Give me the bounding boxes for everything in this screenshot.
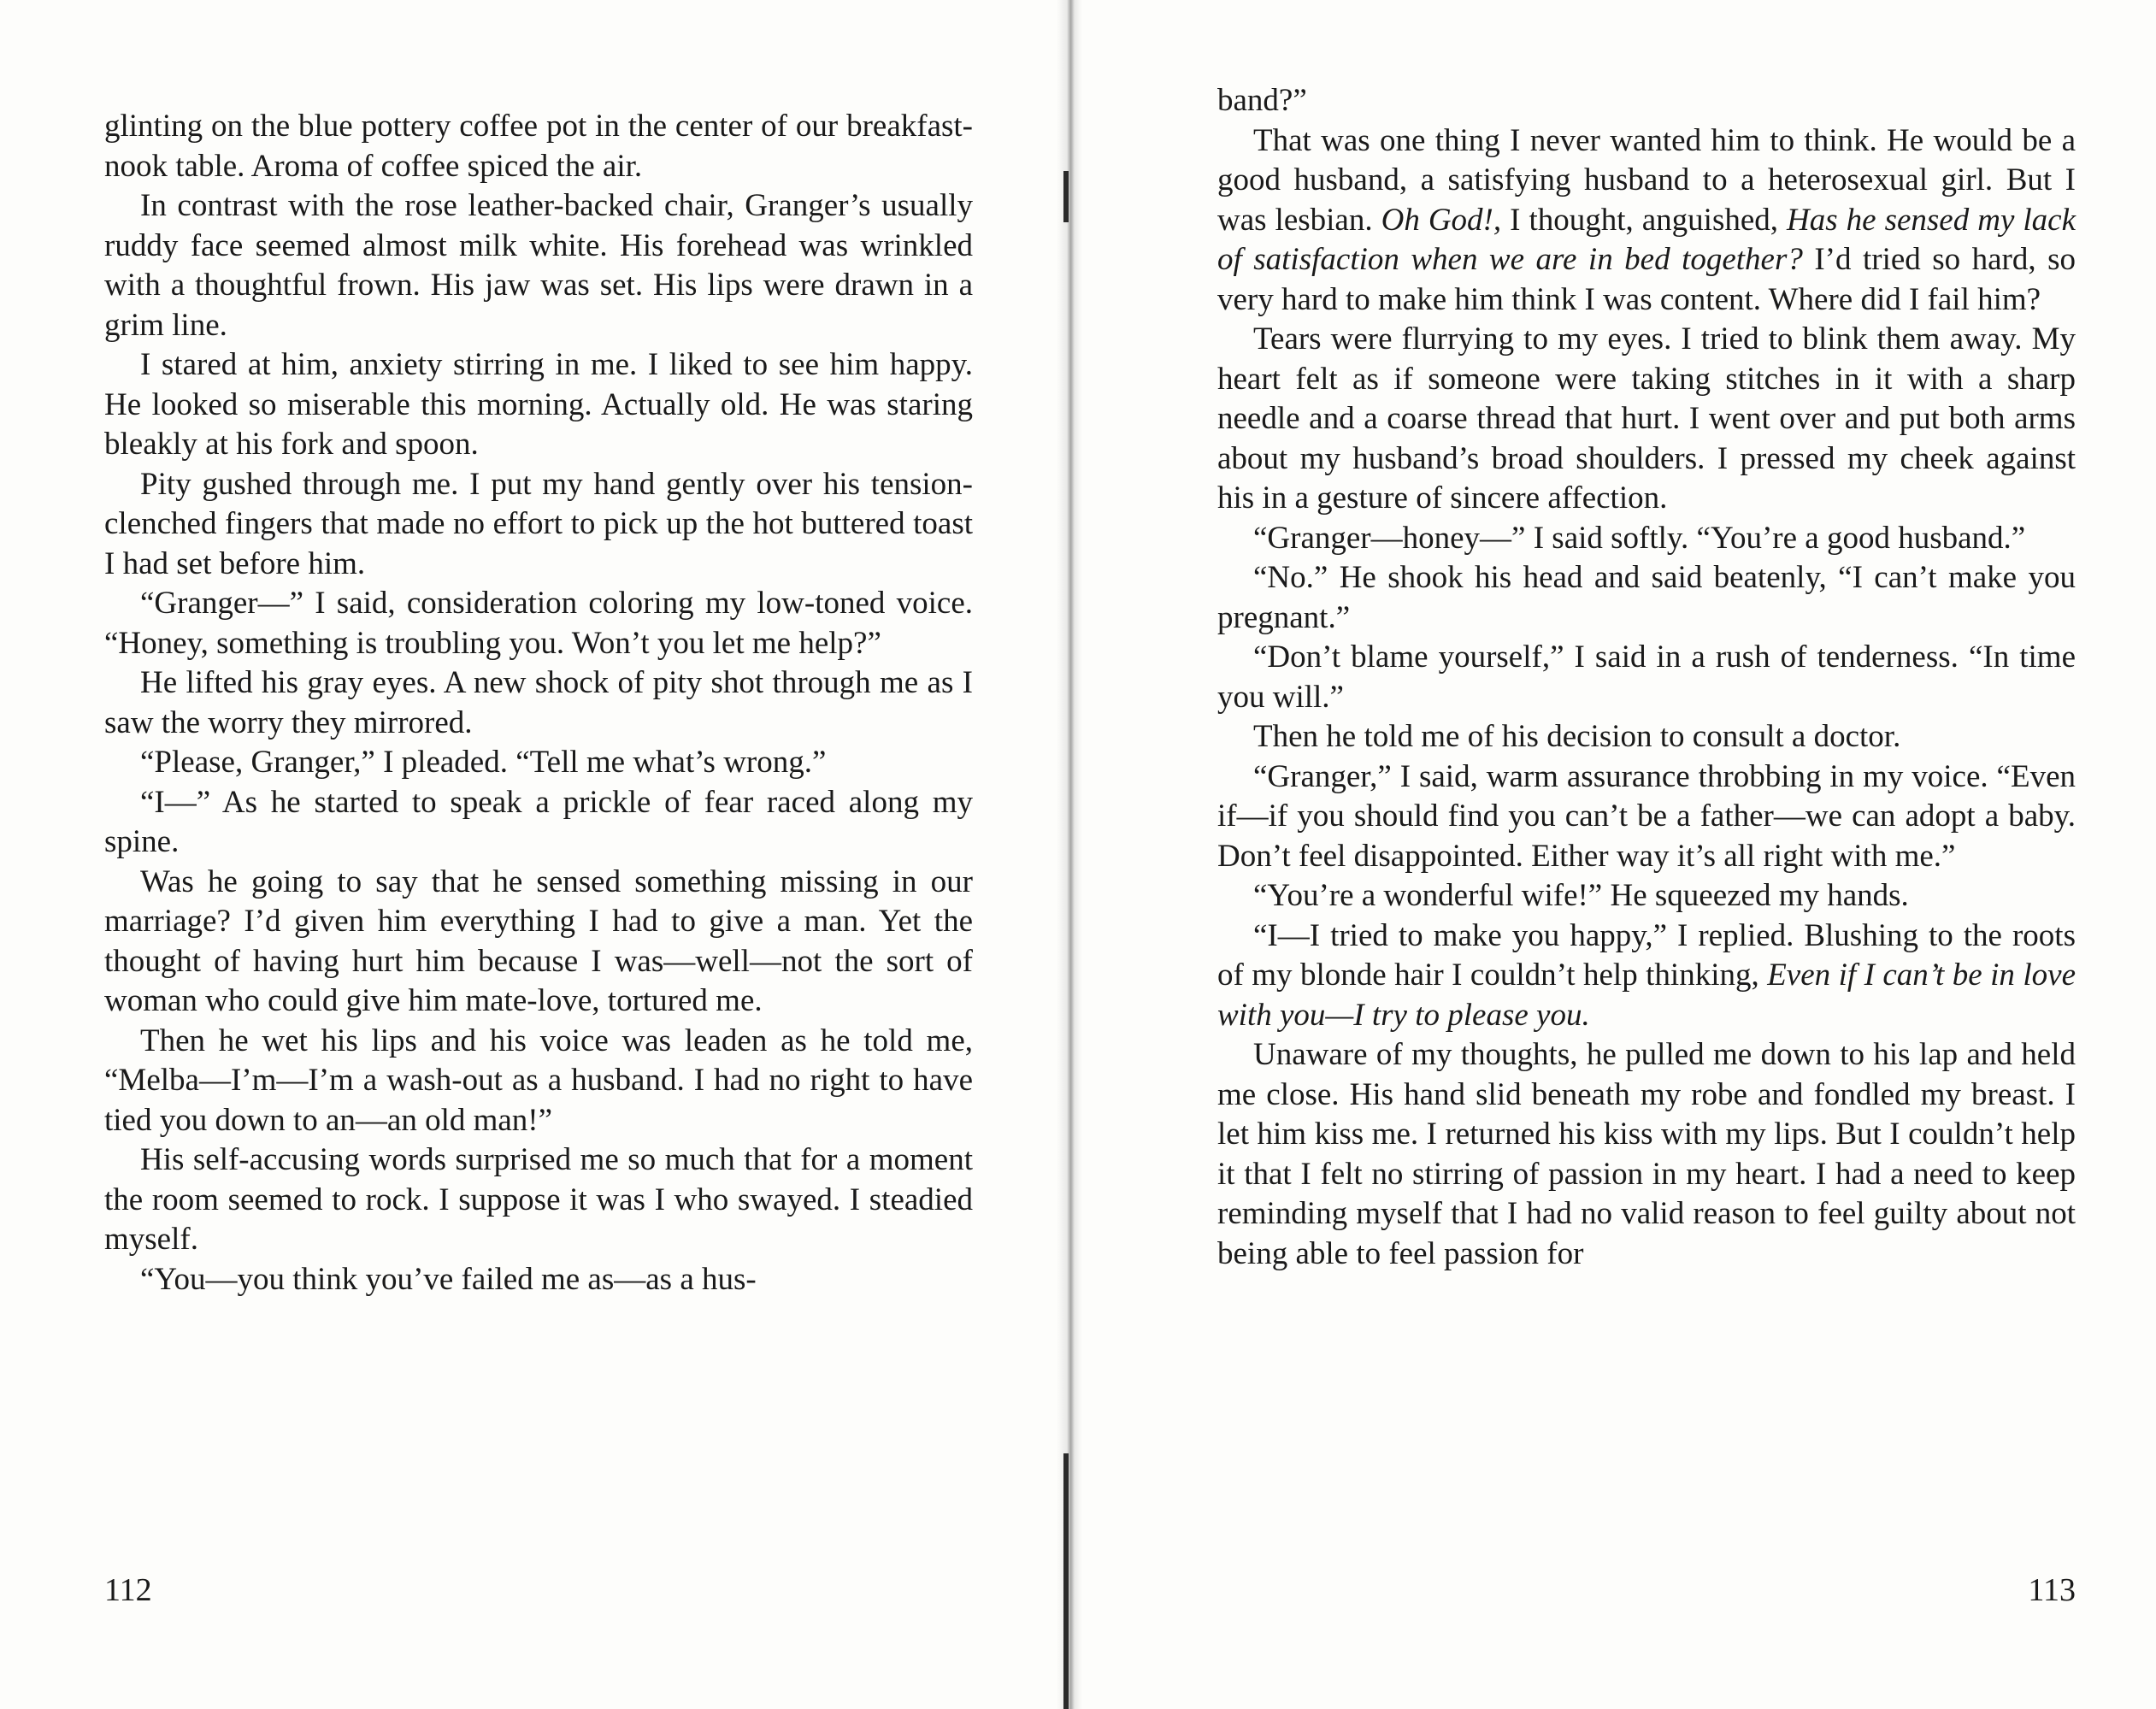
italic-text: Even if I can’t be in love with you—I try to please you. bbox=[1217, 958, 2076, 1033]
paragraph: “Granger,” I said, warm assurance throbbing in my voice. “Even if—if you should find you can’t be a father—we can adopt a baby. Don’t feel disappointed. Either way it’s all right with me.” bbox=[1217, 758, 2076, 874]
paragraph: “Don’t blame yourself,” I said in a rush of tenderness. “In time you will.” bbox=[1217, 639, 2076, 715]
right-page bbox=[1082, 0, 2156, 1709]
paragraph: Pity gushed through me. I put my hand gently over his tension-clenched fingers that made no effort to pick up the hot buttered toast I had set before him. bbox=[104, 466, 973, 581]
paragraph: Then he told me of his decision to consult a doctor. bbox=[1253, 719, 1901, 754]
left-page bbox=[0, 0, 1057, 1709]
paragraph: “Please, Granger,” I pleaded. “Tell me what’s wrong.” bbox=[140, 745, 827, 780]
paragraph: Was he going to say that he sensed something missing in our marriage? I’d given him everything I had to give a man. Yet the thought of having hurt him because I was—well—not the sort of woman who could give him mate-love, tortured me. bbox=[104, 863, 973, 1018]
paragraph: Tears were flurrying to my eyes. I tried to blink them away. My heart felt as if someone were taking stitches in it with a sharp needle and a coarse thread that hurt. I went over and put both arms about my husband’s broad shoulders. I pressed my cheek against his in a gesture of sincere affection. bbox=[1217, 321, 2076, 516]
left-page-body bbox=[104, 107, 973, 1299]
paragraph: He lifted his gray eyes. A new shock of pity shot through me as I saw the worry they mirrored. bbox=[104, 665, 973, 740]
paragraph: band?” bbox=[1217, 83, 1307, 118]
page-number-left: 112 bbox=[104, 1572, 152, 1608]
paragraph: Then he wet his lips and his voice was leaden as he told me, “Melba—I’m—I’m a wash-out as a husband. I had no right to have tied you down to an—an old man!” bbox=[104, 1022, 973, 1138]
paragraph: “You’re a wonderful wife!” He squeezed my hands. bbox=[1253, 878, 1909, 913]
gutter-shadow-mark bbox=[1063, 171, 1069, 222]
paragraph: Unaware of my thoughts, he pulled me down to his lap and held me close. His hand slid beneath my robe and fondled my breast. I let him kiss me. I returned his kiss with my lips. But I couldn’t help it that I felt no stirring of passion in my heart. I had a need to keep reminding myself that I had no valid reason to feel guilty about not being able to feel passion for bbox=[1217, 1037, 2076, 1271]
text-run: “I—I tried to make you happy,” I replied. Blushing to the roots of my blonde hair I couldn’t help thinking, bbox=[1217, 917, 2076, 993]
paragraph bbox=[1217, 916, 2076, 1036]
italic-text: Has he sensed my lack of satisfaction when we are in bed together? bbox=[1217, 202, 2076, 277]
page-number-right: 113 bbox=[2028, 1572, 2076, 1608]
paragraph: glinting on the blue pottery coffee pot in the center of our breakfast-nook table. Aroma of coffee spiced the air. bbox=[104, 109, 973, 184]
gutter-shadow-mark bbox=[1063, 1453, 1069, 1709]
paragraph: “Granger—” I said, consideration coloring my low-toned voice. “Honey, something is troubling you. Won’t you let me help?” bbox=[104, 586, 973, 661]
paragraph: His self-accusing words surprised me so much that for a moment the room seemed to rock. I suppose it was I who swayed. I steadied myself. bbox=[104, 1142, 973, 1257]
paragraph: “No.” He shook his head and said beatenly, “I can’t make you pregnant.” bbox=[1217, 560, 2076, 635]
paragraph: I stared at him, anxiety stirring in me. I liked to see him happy. He looked so miserable this morning. Actually old. He was staring bleakly at his fork and spoon. bbox=[104, 347, 973, 462]
book-gutter bbox=[1057, 0, 1082, 1709]
paragraph: “You—you think you’ve failed me as—as a hus- bbox=[140, 1261, 757, 1297]
text-run: That was one thing I never wanted him to think. He would be a good husband, a satisfying husband to a heterosexual girl. But I was lesbian. bbox=[1217, 122, 2076, 238]
text-run: I’d tried so hard, so very hard to make him think I was content. Where did I fail him? bbox=[1217, 242, 2076, 317]
paragraph: In contrast with the rose leather-backed chair, Granger’s usually ruddy face seemed almost milk white. His forehead was wrinkled with a thoughtful frown. His jaw was set. His lips were drawn in a grim line. bbox=[104, 188, 973, 343]
italic-text: Oh God!, bbox=[1381, 202, 1502, 238]
text-run: I thought, anguished, bbox=[1501, 202, 1788, 238]
paragraph: “I—” As he started to speak a prickle of fear raced along my spine. bbox=[104, 784, 973, 859]
paragraph bbox=[1217, 121, 2076, 321]
right-page-body bbox=[1217, 81, 2076, 1274]
paragraph: “Granger—honey—” I said softly. “You’re a good husband.” bbox=[1253, 520, 2026, 556]
